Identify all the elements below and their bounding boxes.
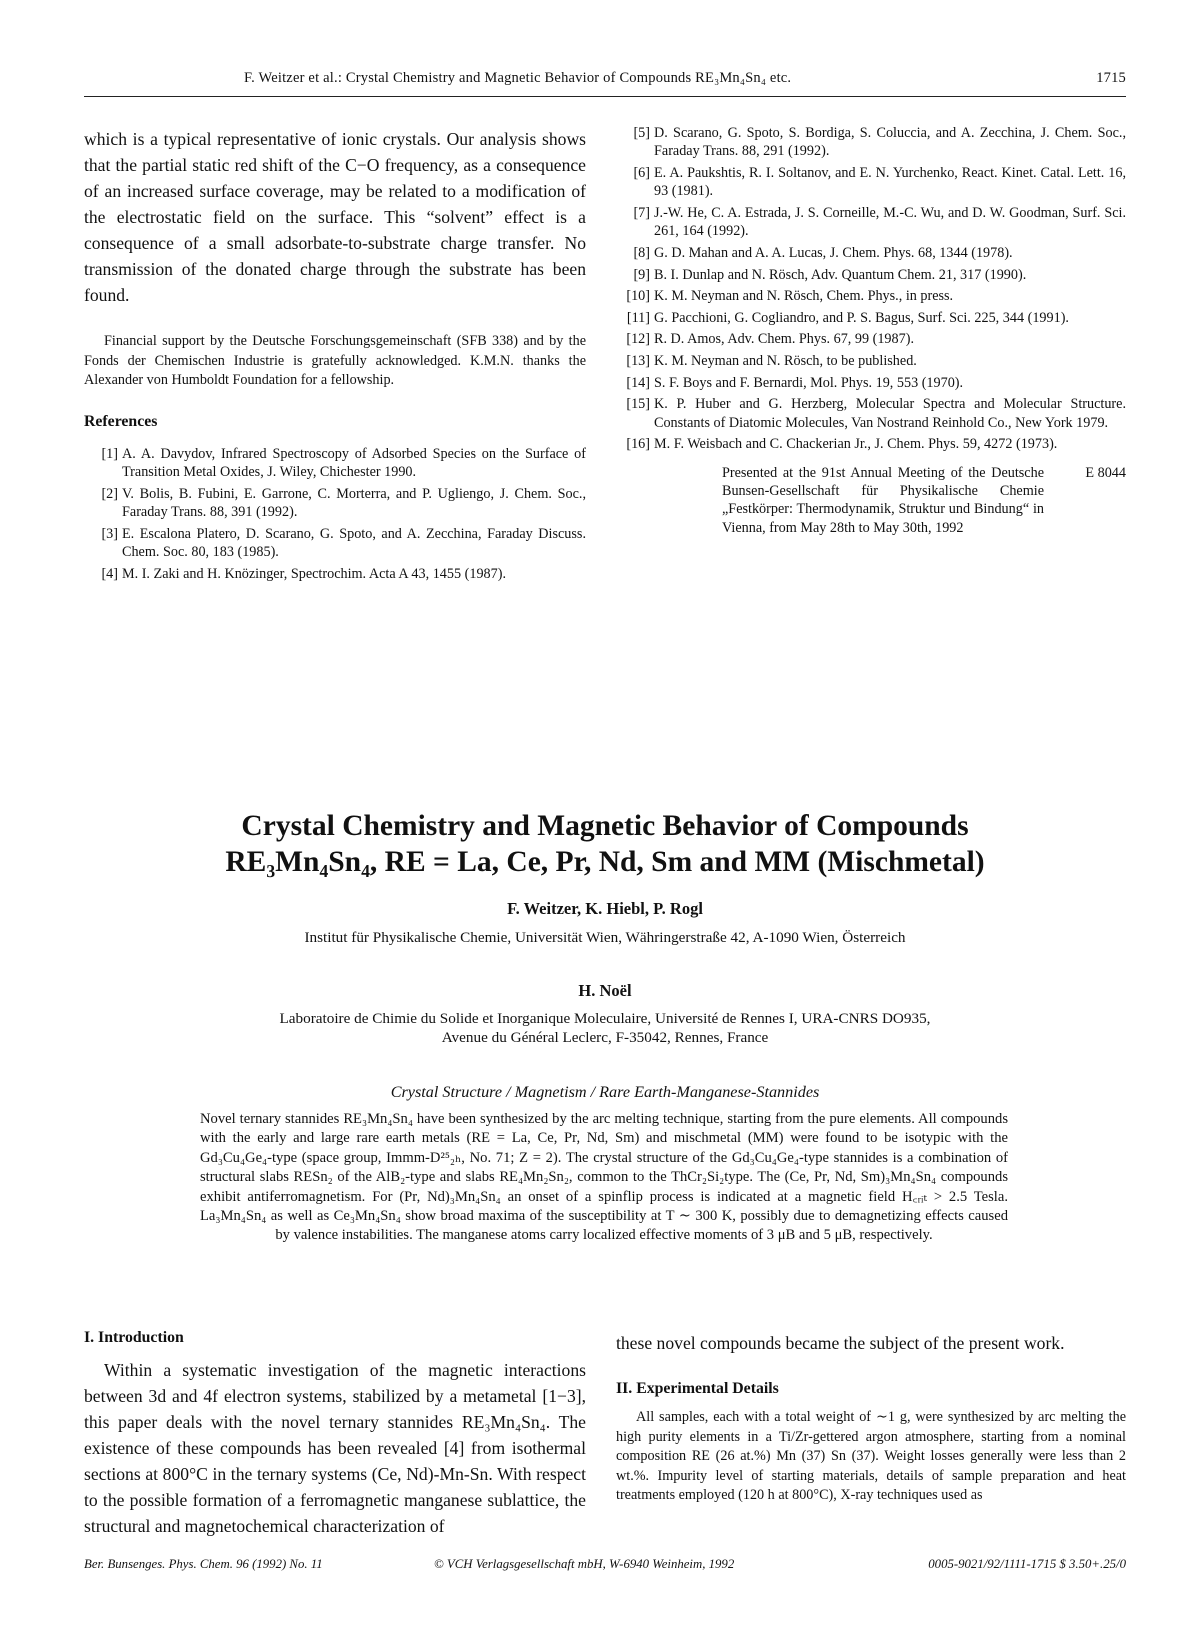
reference-number: [6] [633, 165, 650, 181]
reference-text: K. P. Huber and G. Herzberg, Molecular Spectra and Molecular Structure. Constants of Diatomic Molecules, Van Nostrand Reinhold Co., New York 1979. [654, 396, 1126, 431]
reference-text: D. Scarano, G. Spoto, S. Bordiga, S. Coluccia, and A. Zecchina, J. Chem. Soc., Faraday Trans. 88, 291 (1992). [654, 125, 1126, 160]
reference-text: V. Bolis, B. Fubini, E. Garrone, C. Morterra, and P. Ugliengo, J. Chem. Soc., Faraday Trans. 88, 391 (1992). [122, 485, 586, 521]
affiliation-2-line-2: Avenue du Général Leclerc, F-35042, Rennes, France [441, 1029, 769, 1046]
affiliation-1: Institut für Physikalische Chemie, Universität Wien, Währingerstraße 42, A-1090 Wien, Österreich [304, 929, 906, 946]
reference-text: A. A. Davydov, Infrared Spectroscopy of Adsorbed Species on the Surface of Transition Metal Oxides, J. Wiley, Chichester 1990. [122, 445, 586, 481]
reference-item [616, 395, 1126, 432]
previous-article-right-column [616, 124, 1126, 564]
authors-group-1: F. Weitzer, K. Hiebl, P. Rogl [507, 899, 703, 918]
publisher-notice: © VCH Verlagsgesellschaft mbH, W-6940 Weinheim, 1992 [434, 1557, 735, 1571]
reference-number: [2] [101, 485, 118, 502]
reference-text: E. Escalona Platero, D. Scarano, G. Spoto, and A. Zecchina, Faraday Discuss. Chem. Soc. 80, 183 (1985). [122, 525, 586, 561]
reference-item [616, 374, 1126, 392]
article-code: 0005-9021/92/1111-1715 $ 3.50+.25/0 [928, 1557, 1126, 1571]
reference-number: [7] [633, 205, 650, 221]
reference-item [84, 525, 586, 562]
reference-item [616, 204, 1126, 241]
reference-text: G. D. Mahan and A. A. Lucas, J. Chem. Phys. 68, 1344 (1978). [654, 245, 1013, 261]
reference-number: [12] [626, 331, 650, 348]
running-title: F. Weitzer et al.: Crystal Chemistry and Magnetic Behavior of Compounds RE₃Mn₄Sn₄ etc. [244, 70, 792, 86]
keywords: Crystal Structure / Magnetism / Rare Earth-Manganese-Stannides [390, 1083, 820, 1101]
reference-number: [13] [626, 352, 650, 369]
reference-item [616, 287, 1126, 305]
page-footer [84, 1557, 1126, 1577]
reference-text: S. F. Boys and F. Bernardi, Mol. Phys. 19, 553 (1970). [654, 374, 964, 391]
reference-item [616, 124, 1126, 161]
reference-text: J.-W. He, C. A. Estrada, J. S. Corneille, M.-C. Wu, and D. W. Goodman, Surf. Sci. 261, 164 (1992). [654, 205, 1126, 240]
reference-number: [8] [633, 245, 650, 261]
reference-item [84, 485, 586, 522]
previous-article-left-column [84, 126, 586, 586]
introduction-continued: these novel compounds became the subject of the present work. [616, 1333, 1065, 1353]
reference-number: [3] [101, 525, 118, 542]
reference-item [84, 445, 586, 482]
reference-text: K. M. Neyman and N. Rösch, to be published. [654, 352, 917, 369]
authors-group-2: H. Noël [578, 981, 632, 1000]
reference-number: [10] [626, 288, 650, 305]
reference-number: [5] [633, 125, 650, 141]
reference-number: [11] [626, 309, 650, 326]
reference-item [616, 352, 1126, 370]
journal-citation: Ber. Bunsenges. Phys. Chem. 96 (1992) No. 11 [84, 1557, 323, 1571]
reference-item [84, 565, 586, 583]
reference-number: [4] [101, 565, 118, 582]
reference-text: B. I. Dunlap and N. Rösch, Adv. Quantum Chem. 21, 317 (1990). [654, 266, 1027, 283]
header-rule [84, 96, 1126, 97]
affiliation-2-line-1: Laboratoire de Chimie du Solide et Inorganique Moleculaire, Université de Rennes I, URA-CNRS DO935, [279, 1010, 931, 1027]
reference-item [616, 164, 1126, 201]
reference-text: K. M. Neyman and N. Rösch, Chem. Phys., in press. [654, 288, 954, 305]
acknowledgement: Financial support by the Deutsche Forschungsgemeinschaft (SFB 338) and by the Fonds der Chemischen Industrie is gratefully acknowledged. K.M.N. thanks the Alexander von Humboldt Foundation for a fellowship. [84, 333, 586, 389]
reference-text: G. Pacchioni, G. Cogliandro, and P. S. Bagus, Surf. Sci. 225, 344 (1991). [654, 309, 1069, 326]
page-number: 1715 [1096, 70, 1126, 86]
presented-note: Presented at the 91st Annual Meeting of the Deutsche Bunsen-Gesellschaft für Physikalische Chemie „Festkörper: Thermodynamik, Struktur und Bindung“ in Vienna, from May 28th to May 30th, 1992 [722, 464, 1044, 536]
reference-text: M. I. Zaki and H. Knözinger, Spectrochim. Acta A 43, 1455 (1987). [122, 565, 506, 582]
references-heading: References [84, 412, 158, 430]
reference-item [616, 330, 1126, 348]
reference-item [616, 244, 1126, 262]
manuscript-code: E 8044 [1085, 464, 1126, 481]
reference-list-right [616, 124, 1126, 454]
reference-item [616, 435, 1126, 453]
section-heading-experimental: II. Experimental Details [616, 1380, 779, 1397]
reference-number: [1] [101, 445, 118, 462]
article-title-line-1: Crystal Chemistry and Magnetic Behavior of Compounds [241, 810, 969, 842]
running-header [84, 70, 1126, 94]
reference-text: M. F. Weisbach and C. Chackerian Jr., J. Chem. Phys. 59, 4272 (1973). [654, 436, 1058, 453]
body-left-column [84, 1329, 586, 1539]
reference-text: R. D. Amos, Adv. Chem. Phys. 67, 99 (1987). [654, 331, 914, 348]
section-heading-introduction: I. Introduction [84, 1329, 184, 1346]
presented-note-block [616, 464, 1126, 564]
reference-list-left [84, 445, 586, 583]
body-right-column [616, 1330, 1126, 1506]
affiliation-2 [84, 1009, 1126, 1047]
experimental-paragraph: All samples, each with a total weight of ∼1 g, were synthesized by arc melting the high purity elements in a Ti/Zr-gettered argon atmosphere, starting from a nominal composition RE (26 at.%) Mn (37) Sn (37). Weight losses generally were less than 2 wt.%. Impurity level of starting materials, details of sample preparation and heat treatments employed (120 h at 800°C), X-ray techniques used as [616, 1409, 1126, 1504]
reference-number: [15] [626, 396, 650, 413]
article-title [84, 808, 1126, 880]
reference-text: E. A. Paukshtis, R. I. Soltanov, and E. N. Yurchenko, React. Kinet. Catal. Lett. 16, 93 (1981). [654, 165, 1126, 200]
article-title-line-2: RE₃Mn₄Sn₄, RE = La, Ce, Pr, Nd, Sm and MM (Mischmetal) [225, 846, 985, 878]
introduction-paragraph: Within a systematic investigation of the magnetic interactions between 3d and 4f electron systems, stabilized by a metametal [1−3], this paper deals with the novel ternary stannides RE₃Mn₄Sn₄. The existence of these compounds has been revealed [4] from isothermal sections at 800°C in the ternary systems (Ce, Nd)-Mn-Sn. With respect to the possible formation of a ferromagnetic manganese sublattice, the structural and magnetochemical characterization of [84, 1360, 586, 1536]
reference-item [616, 309, 1126, 327]
reference-number: [14] [626, 374, 650, 391]
abstract: Novel ternary stannides RE₃Mn₄Sn₄ have been synthesized by the arc melting technique, starting from the pure elements. All compounds with the early and large rare earth metals (RE = La, Ce, Pr, Nd, Sm) and mischmetal (MM) were found to be isotypic with the Gd₃Cu₄Ge₄-type (space group, Immm-D²⁵₂ₕ, No. 71; Z = 2). The crystal structure of the Gd₃Cu₄Ge₄-type stannides is a combination of structural slabs RESn₂ of the AlB₂-type and slabs RE₄Mn₂Sn₂, common to the ThCr₂Si₂type. The (Ce, Pr, Nd, Sm)₃Mn₄Sn₄ compounds exhibit antiferromagnetism. For (Pr, Nd)₃Mn₄Sn₄ an onset of a spinflip process is indicated at a magnetic field H꜀ᵣᵢₜ > 2.5 Tesla. La₃Mn₄Sn₄ as well as Ce₃Mn₄Sn₄ show broad maxima of the susceptibility at T ∼ 300 K, possibly due to demagnetizing effects caused by valence instabilities. The manganese atoms carry localized effective moments of 3 μB and 5 μB, respectively. [200, 1111, 1008, 1244]
closing-paragraph: which is a typical representative of ionic crystals. Our analysis shows that the partial static red shift of the C−O frequency, as a consequence of an increased surface coverage, may be related to a modification of the electrostatic field on the surface. This “solvent” effect is a consequence of a small adsorbate-to-substrate charge transfer. No transmission of the donated charge through the substrate has been found. [84, 129, 586, 305]
reference-item [616, 266, 1126, 284]
reference-number: [16] [626, 436, 650, 453]
reference-number: [9] [633, 266, 650, 283]
